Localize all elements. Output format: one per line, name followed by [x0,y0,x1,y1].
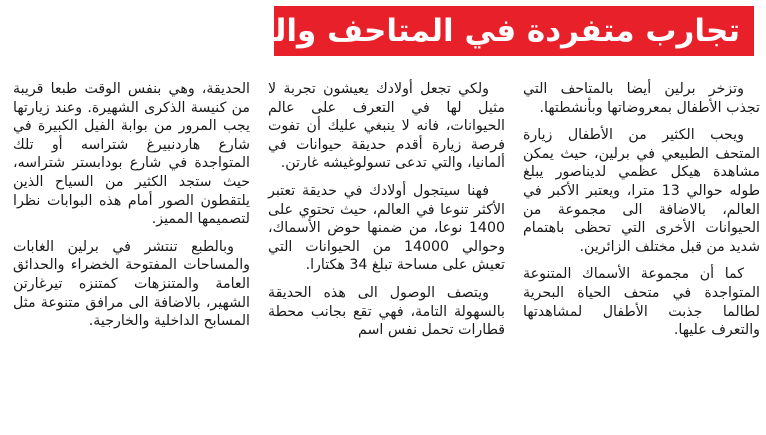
headline: تجارب متفردة في المتاحف والحدائق [184,12,740,49]
column-middle [268,80,505,430]
paragraph: ويتصف الوصول الى هذه الحديقة بالسهولة التامة، فهي تقع بجانب محطة قطارات تحمل نفس اسم [268,284,505,339]
paragraph: كما أن مجموعة الأسماك المتنوعة المتواجدة في متحف الحياة البحرية لطالما جذبت الأطفال لمشاهدتها والتعرف عليها. [523,266,760,339]
paragraph: ويحب الكثير من الأطفال زيارة المتحف الطبيعي في برلين، حيث يمكن مشاهدة هيكل عظمي لديناصور يبلغ طوله حوالي 13 مترا، ويعتبر الأكبر في العالم، بالاضافة الى مجموعة من الحيوانات الأخرى التي تحظى باهتمام شديد من قبل مختلف الزائرين. [523,127,760,255]
paragraph: فهنا سيتجول أولادك في حديقة تعتبر الأكثر تنوعا في العالم، حيث تحتوي على 1400 نوعا، من ضمنها حوض الأسماك، وحوالي 14000 من الحيوانات التي تعيش على مساحة تبلغ 34 هكتارا. [268,182,505,274]
paragraph: الحديقة، وهي بنفس الوقت طبعا قريبة من كنيسة الذكرى الشهيرة. وعند زيارتها يجب المرور من بوابة الفيل الكبيرة في شارع هاردنبيرغ شتراسه أو تلك المتواجدة في شارع بودابستر شتراسه، حيث ستجد الكثير من السياح الذين يلتقطون الصور أمام هذه البوابات نظرا لتصميمها المميز. [13,81,250,228]
paragraph: وتزخر برلين أيضا بالمتاحف التي تجذب الأطفال بمعروضاتها وبأنشطتها. [523,81,760,116]
headline-banner [184,6,754,56]
paragraph: ولكي تجعل أولادك يعيشون تجربة لا مثيل لها في التعرف على عالم الحيوانات، فانه لا ينبغي عليك أن تفوت فرصة زيارة أقدم حديقة حيوانات في ألمانيا، والتي تدعى تسولوغيشه غارتن. [268,81,505,172]
column-left [13,80,250,430]
paragraph: وبالطبع تنتشر في برلين الغابات والمساحات المفتوحة الخضراء والحدائق العامة والمتنزهات كمتنزه تيرغارتن الشهير، بالاضافة الى مرافق متنوعة مثل المسابح الداخلية والخارجية. [13,238,250,330]
article-columns [12,80,760,430]
column-right [523,80,760,430]
